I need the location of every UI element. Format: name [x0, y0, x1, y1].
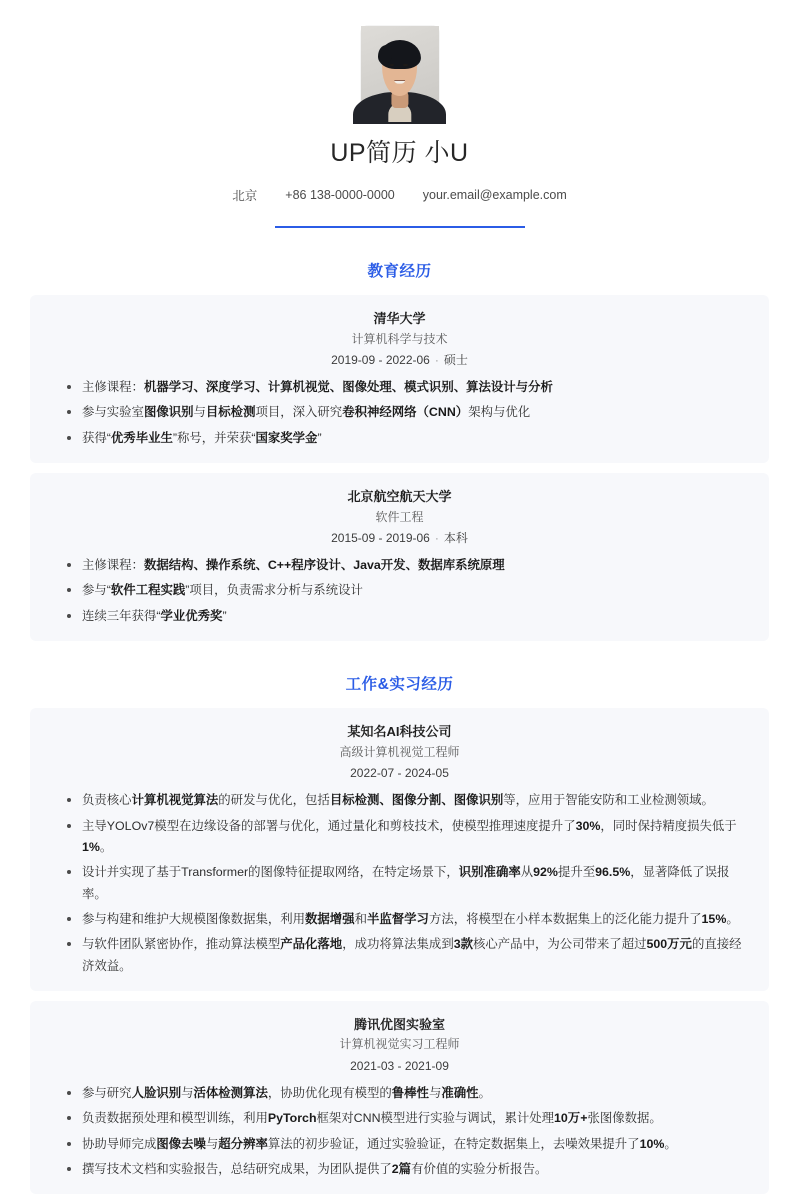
entry-role: 软件工程 — [375, 509, 424, 524]
resume-sections — [0, 259, 799, 1194]
page-title: UP简历 小U — [330, 139, 469, 167]
bullet-item: 主导YOLOv7模型在边缘设备的部署与优化，通过量化和剪枝技术，使模型推理速度提升了30%，同时保持精度损失低于1%。 — [48, 816, 751, 859]
entry-meta — [48, 528, 751, 548]
section-title-work: 工作&实习经历 — [345, 676, 454, 694]
avatar-hair-side — [378, 45, 392, 64]
bullet-item: 协助导师完成图像去噪与超分辨率算法的初步验证，通过实验验证，在特定数据集上，去噪效果提升了10%。 — [48, 1134, 751, 1155]
bullet-item: 撰写技术文档和实验报告，总结研究成果，为团队提供了2篇有价值的实验分析报告。 — [48, 1159, 751, 1180]
header-divider — [275, 226, 525, 228]
bullet-item: 设计并实现了基于Transformer的图像特征提取网络，在特定场景下，识别准确率从92%提升至96.5%，显著降低了误报率。 — [48, 862, 751, 905]
resume-header — [0, 0, 799, 228]
entry-meta — [48, 350, 751, 370]
entry-degree: 本科 — [443, 530, 468, 545]
bullet-item: 参与构建和维护大规模图像数据集，利用数据增强和半监督学习方法，将模型在小样本数据集上的泛化能力提升了15%。 — [48, 909, 751, 930]
entry-organization: 腾讯优图实验室 — [353, 1016, 445, 1032]
contact-phone: +86 138-0000-0000 — [285, 188, 395, 202]
avatar-eye-right — [403, 64, 407, 66]
bullet-item: 连续三年获得“学业优秀奖” — [48, 606, 751, 627]
bullet-item: 负责核心计算机视觉算法的研发与优化，包括目标检测、图像分割、图像识别等，应用于智能安防和工业检测领域。 — [48, 790, 751, 811]
contact-location: 北京 — [232, 189, 258, 203]
entry-date: 2015-09 - 2019-06 — [331, 530, 430, 545]
entry-meta — [48, 763, 751, 783]
entry-role: 计算机视觉实习工程师 — [339, 1037, 460, 1052]
entry-meta — [48, 1056, 751, 1076]
contact-email: your.email@example.com — [422, 188, 567, 202]
bullet-item: 参与“软件工程实践”项目，负责需求分析与系统设计 — [48, 580, 751, 601]
entry-card — [30, 295, 769, 463]
bullet-item: 负责数据预处理和模型训练，利用PyTorch框架对CNN模型进行实验与调试，累计处理10万+张图像数据。 — [48, 1108, 751, 1129]
contact-row — [0, 186, 799, 204]
entry-bullet-list — [48, 377, 751, 449]
entry-card — [30, 708, 769, 991]
entry-organization: 某知名AI科技公司 — [347, 724, 452, 740]
bullet-item: 主修课程：机器学习、深度学习、计算机视觉、图像处理、模式识别、算法设计与分析 — [48, 377, 751, 398]
bullet-item: 主修课程：数据结构、操作系统、C++程序设计、Java开发、数据库系统原理 — [48, 555, 751, 576]
entry-card — [30, 1001, 769, 1194]
bullet-item: 获得“优秀毕业生”称号，并荣获“国家奖学金” — [48, 428, 751, 449]
entry-bullet-list — [48, 790, 751, 977]
avatar — [361, 26, 439, 120]
entry-card — [30, 473, 769, 641]
entry-degree: 硕士 — [443, 352, 468, 367]
entry-role: 高级计算机视觉工程师 — [339, 744, 460, 759]
entry-organization: 北京航空航天大学 — [347, 489, 452, 505]
entry-meta-separator: · — [434, 530, 439, 545]
entry-bullet-list — [48, 555, 751, 627]
entry-organization: 清华大学 — [373, 311, 426, 326]
section-title-education: 教育经历 — [367, 263, 432, 280]
entry-role: 计算机科学与技术 — [351, 331, 448, 346]
entry-date: 2022-07 - 2024-05 — [350, 765, 449, 780]
entry-date: 2021-03 - 2021-09 — [350, 1058, 449, 1073]
entry-date: 2019-09 - 2022-06 — [331, 352, 430, 367]
entry-bullet-list — [48, 1083, 751, 1180]
bullet-item: 参与实验室图像识别与目标检测项目，深入研究卷积神经网络（CNN）架构与优化 — [48, 402, 751, 423]
bullet-item: 参与研究人脸识别与活体检测算法，协助优化现有模型的鲁棒性与准确性。 — [48, 1083, 751, 1104]
entry-meta-separator: · — [434, 352, 439, 367]
bullet-item: 与软件团队紧密协作，推动算法模型产品化落地，成功将算法集成到3款核心产品中，为公司带来了超过500万元的直接经济效益。 — [48, 934, 751, 977]
